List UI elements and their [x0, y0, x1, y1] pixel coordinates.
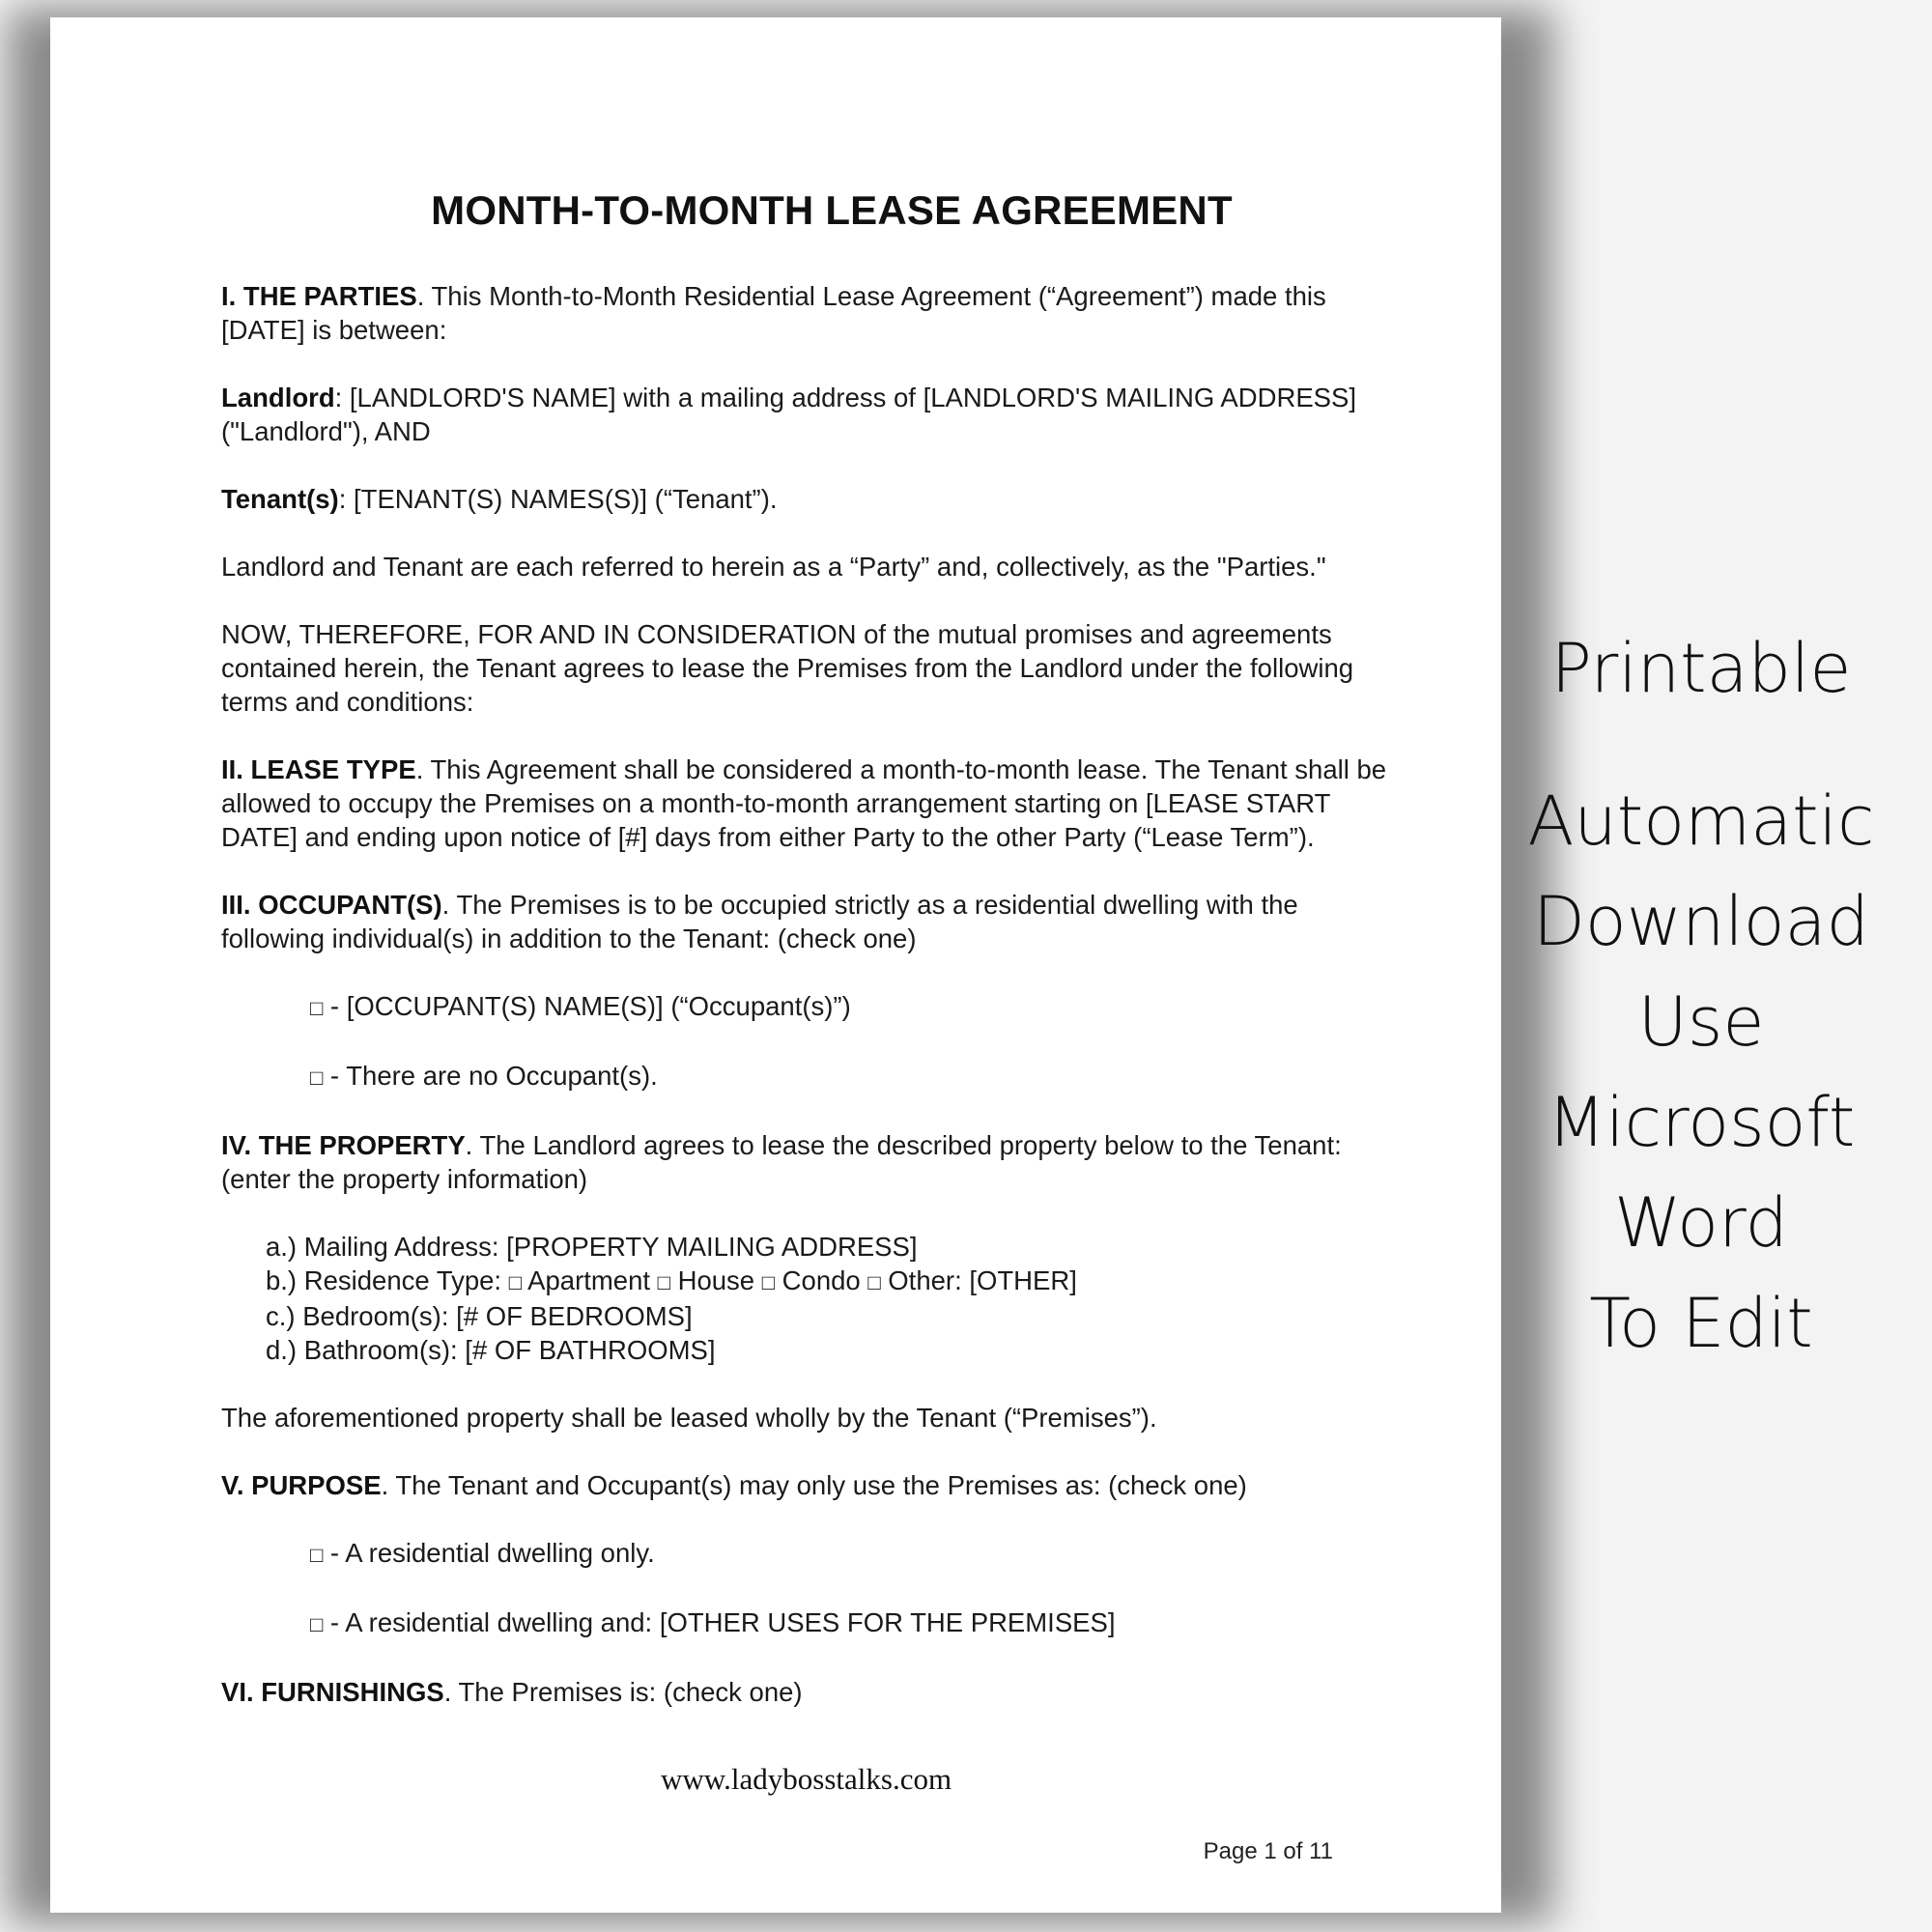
section-heading: III. OCCUPANT(S) — [221, 890, 442, 920]
spacer — [1503, 719, 1899, 771]
list-item-residence-type — [266, 1264, 1395, 1299]
section-occupants — [221, 888, 1395, 955]
option-text: - A residential dwelling only. — [323, 1538, 655, 1568]
section-furnishings — [221, 1675, 1395, 1709]
occupant-option-none — [221, 1059, 1395, 1094]
section-text: . The Landlord agrees to lease the described property below to the Tenant: (enter the property information) — [221, 1130, 1342, 1194]
option-other: Other: [OTHER] — [880, 1265, 1077, 1295]
landlord-paragraph — [221, 381, 1395, 448]
property-summary: The aforementioned property shall be leased wholly by the Tenant (“Premises”). — [221, 1403, 1157, 1433]
option-house: House — [669, 1265, 762, 1295]
document-body — [221, 184, 1395, 1743]
purpose-option-residential — [221, 1536, 1395, 1572]
checkbox-icon[interactable]: □ — [310, 996, 324, 1020]
landlord-text: : [LANDLORD'S NAME] with a mailing address of [LANDLORD'S MAILING ADDRESS] ("Landlord"), AND — [221, 383, 1356, 446]
section-heading: II. LEASE TYPE — [221, 754, 416, 784]
occupant-option-names — [221, 989, 1395, 1025]
feature-to-edit: To Edit — [1589, 1284, 1813, 1363]
feature-automatic: Automatic — [1527, 781, 1875, 861]
feature-microsoft: Microsoft — [1547, 1083, 1856, 1162]
page-number: Page 1 of 11 — [1203, 1838, 1333, 1864]
feature-printable: Printable — [1550, 629, 1852, 708]
section-text: . This Agreement shall be considered a month-to-month lease. The Tenant shall be allowed to occupy the Premises on a month-to-month arrangement starting on [LEASE START DATE] and ending upon notice of [#] days from either Party to the other Party (“Lease Term”). — [221, 754, 1387, 852]
option-text: - [OCCUPANT(S) NAME(S)] (“Occupant(s)”) — [323, 991, 851, 1021]
section-text: . This Month-to-Month Residential Lease Agreement (“Agreement”) made this [DATE] is between: — [221, 281, 1326, 345]
landlord-label: Landlord — [221, 383, 335, 412]
item-label: b.) Residence Type: — [266, 1265, 509, 1295]
checkbox-icon[interactable]: □ — [657, 1270, 670, 1294]
purpose-option-other-uses — [221, 1605, 1395, 1641]
option-text: - A residential dwelling and: [OTHER USES FOR THE PREMISES] — [323, 1607, 1116, 1637]
checkbox-icon[interactable]: □ — [761, 1270, 776, 1294]
item-label: a.) Mailing Address: — [266, 1232, 507, 1262]
option-condo: Condo — [775, 1265, 868, 1295]
feature-word: Word — [1614, 1183, 1788, 1263]
property-details-list — [221, 1230, 1395, 1367]
option-apartment: Apartment — [522, 1265, 658, 1295]
section-heading: V. PURPOSE — [221, 1470, 382, 1500]
list-item-bathrooms: d.) Bathroom(s): [# OF BATHROOMS] — [266, 1335, 716, 1365]
section-property — [221, 1128, 1395, 1196]
consideration-paragraph: NOW, THEREFORE, FOR AND IN CONSIDERATION of the mutual promises and agreements contained herein, the Tenant agrees to lease the Premises from the Landlord under the following terms and conditions: — [221, 619, 1354, 717]
list-item-bedrooms: c.) Bedroom(s): [# OF BEDROOMS] — [266, 1301, 693, 1331]
section-lease-type — [221, 753, 1395, 854]
checkbox-icon[interactable]: □ — [310, 1543, 324, 1567]
feature-use: Use — [1637, 982, 1765, 1062]
section-purpose — [221, 1468, 1395, 1502]
collective-paragraph: Landlord and Tenant are each referred to herein as a “Party” and, collectively, as the "Parties." — [221, 552, 1326, 582]
section-text: . The Tenant and Occupant(s) may only use the Premises as: (check one) — [381, 1470, 1247, 1500]
checkbox-icon[interactable]: □ — [310, 1065, 324, 1090]
watermark-url: www.ladybosstalks.com — [661, 1762, 952, 1796]
tenant-text: : [TENANT(S) NAMES(S)] (“Tenant”). — [338, 484, 778, 514]
section-heading: VI. FURNISHINGS — [221, 1677, 444, 1707]
section-text: . The Premises is to be occupied strictly as a residential dwelling with the following individual(s) in addition to the Tenant: (check one) — [221, 890, 1298, 953]
section-heading: I. THE PARTIES — [221, 281, 417, 311]
section-parties — [221, 279, 1395, 347]
option-text: - There are no Occupant(s). — [323, 1061, 658, 1091]
item-value: [PROPERTY MAILING ADDRESS] — [506, 1232, 918, 1262]
sidebar-feature-text — [1503, 618, 1899, 1374]
tenant-paragraph — [221, 482, 1395, 516]
feature-download: Download — [1533, 882, 1869, 961]
checkbox-icon[interactable]: □ — [508, 1270, 523, 1294]
checkbox-icon[interactable]: □ — [867, 1270, 881, 1294]
section-text: . The Premises is: (check one) — [443, 1677, 803, 1707]
document-page — [50, 17, 1501, 1913]
tenant-label: Tenant(s) — [221, 484, 339, 514]
document-title: MONTH-TO-MONTH LEASE AGREEMENT — [431, 187, 1233, 233]
section-heading: IV. THE PROPERTY — [221, 1130, 466, 1160]
checkbox-icon[interactable]: □ — [310, 1612, 324, 1636]
list-item-mailing-address — [266, 1230, 1395, 1264]
